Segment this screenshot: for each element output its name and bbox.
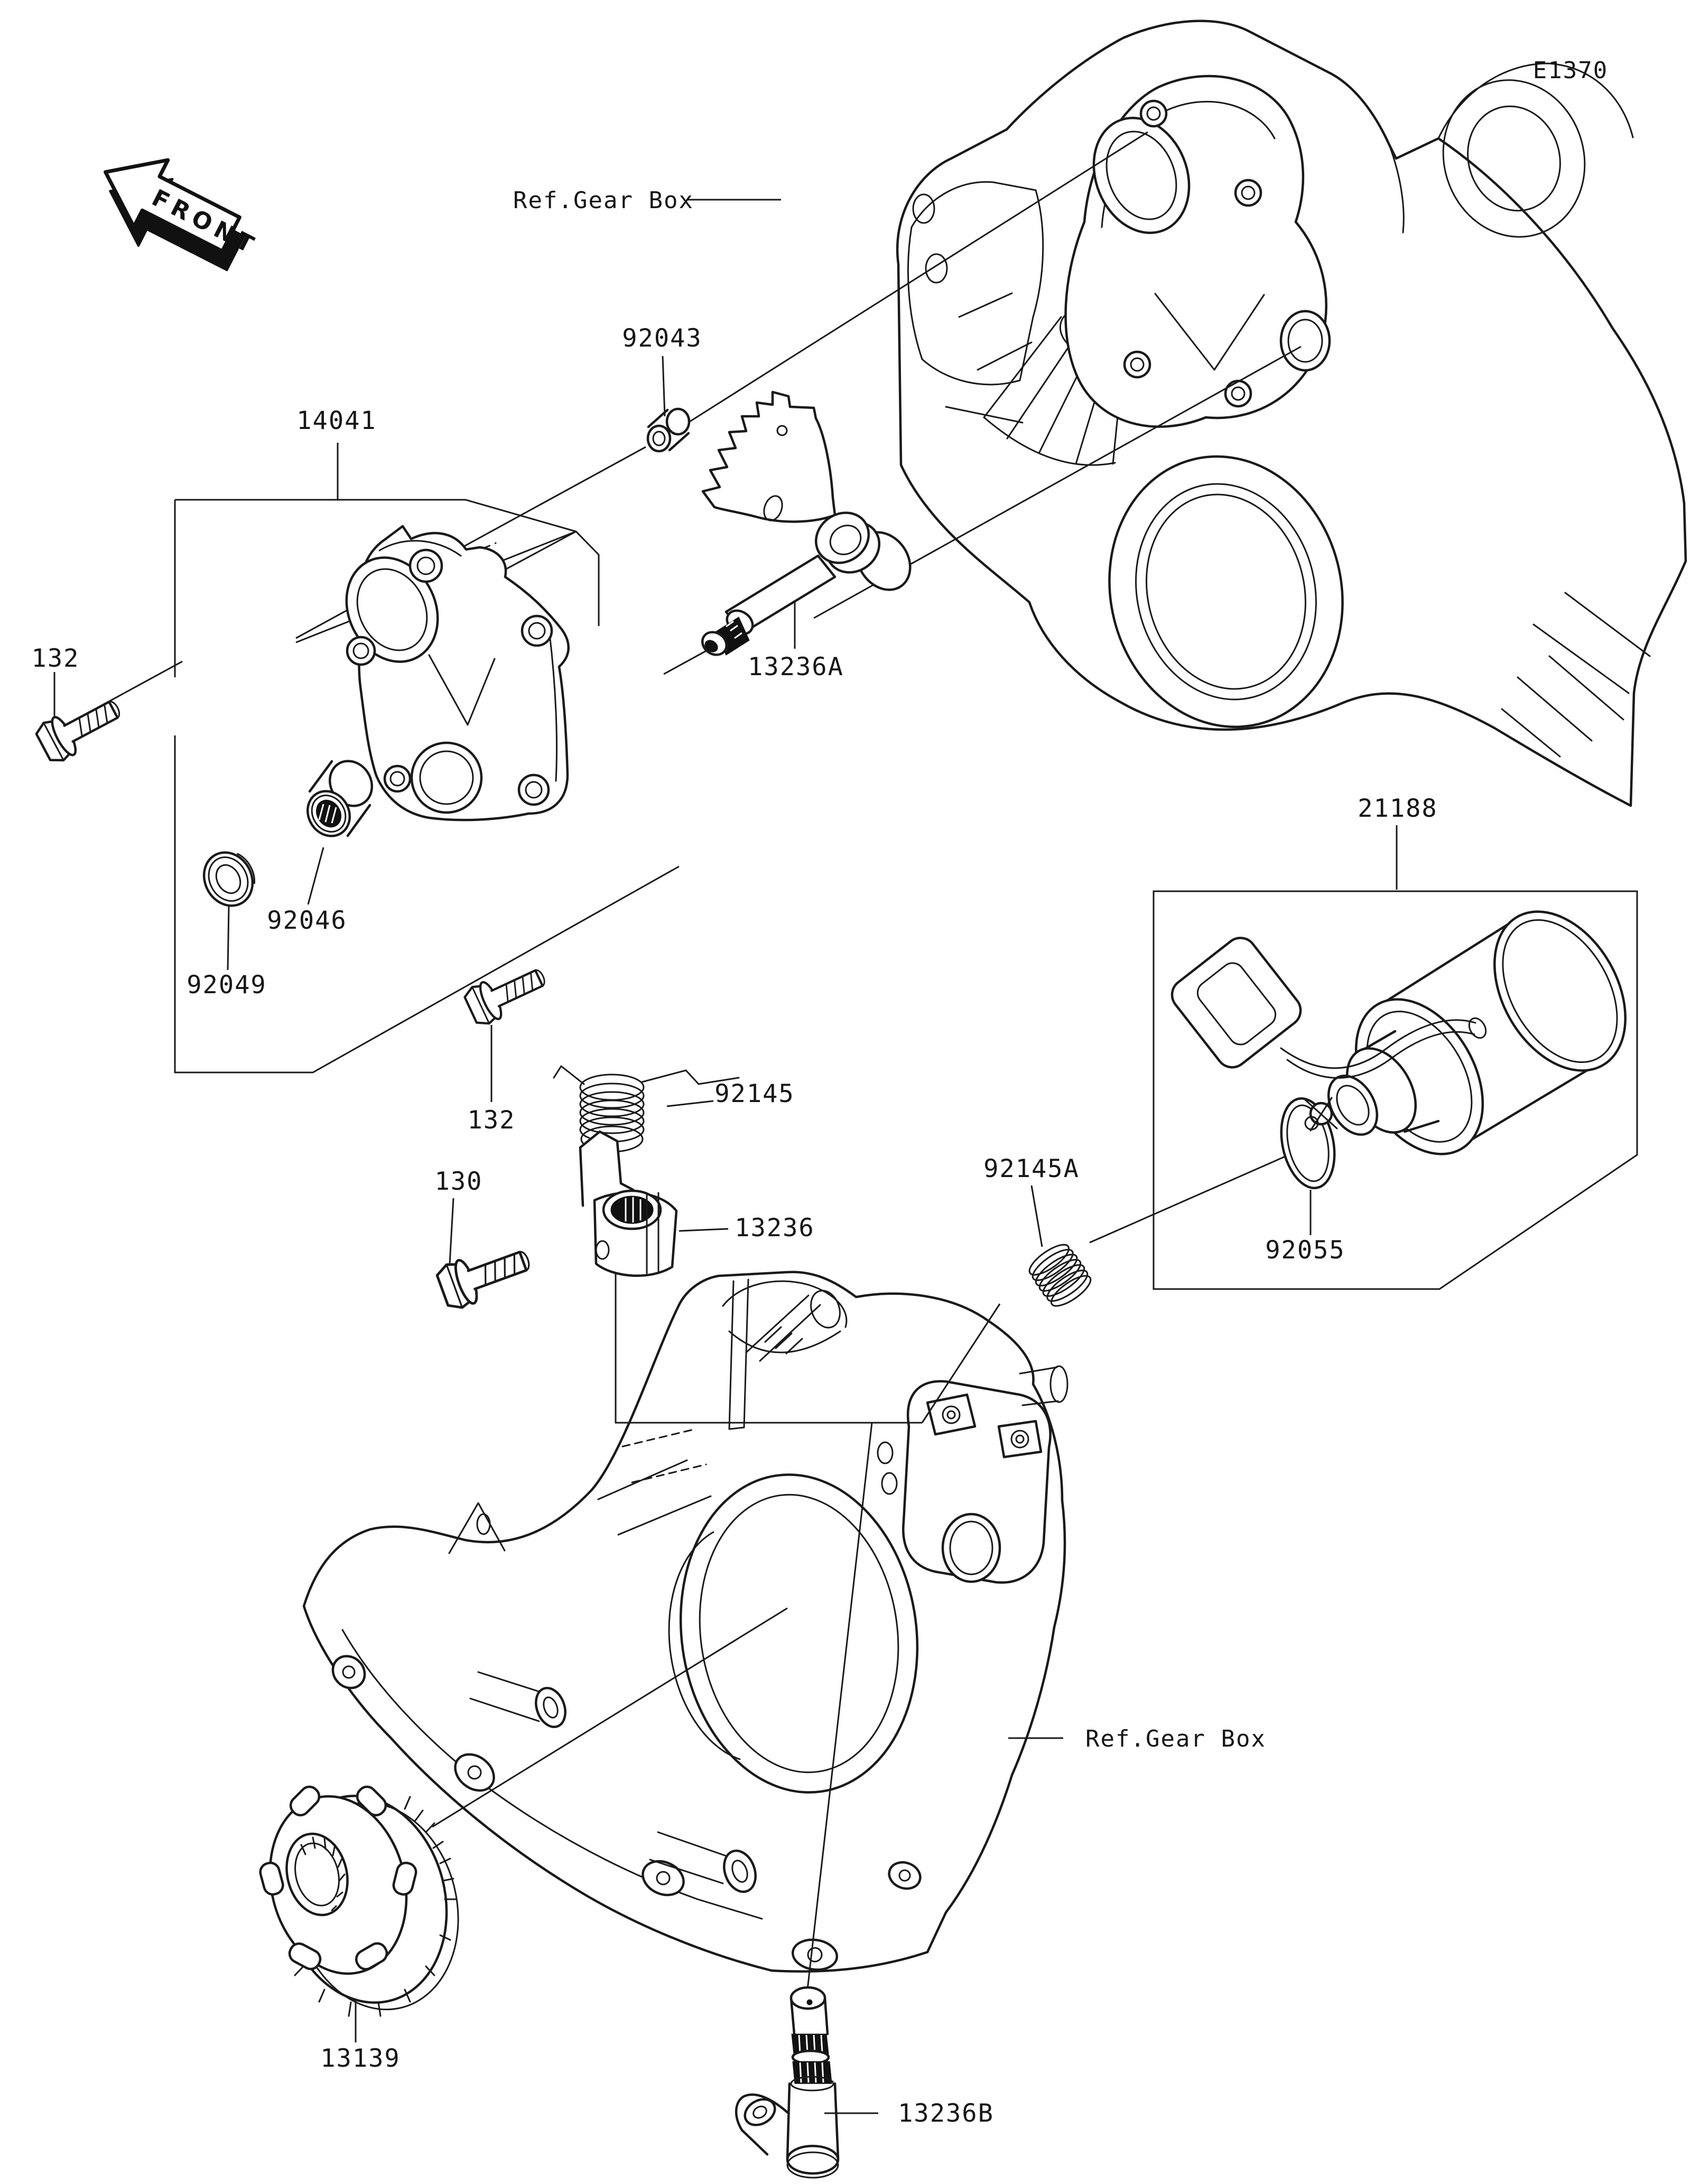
pawl-spring-92145A bbox=[1024, 1239, 1095, 1312]
part-label-132-mid: 132 bbox=[467, 1106, 516, 1135]
part-label-92046: 92046 bbox=[267, 906, 347, 935]
part-label-92055: 92055 bbox=[1265, 1236, 1345, 1265]
shift-shaft-13236B bbox=[736, 1987, 838, 2178]
part-label-13236B: 13236B bbox=[898, 2099, 994, 2128]
part-label-14041: 14041 bbox=[296, 406, 377, 435]
return-spring-92145 bbox=[554, 1066, 739, 1152]
actuator-motor bbox=[1166, 889, 1652, 1177]
front-direction-arrow bbox=[82, 137, 274, 294]
part-label-13236A: 13236A bbox=[748, 652, 844, 682]
shift-sector-shaft-13236A bbox=[698, 392, 921, 659]
part-label-13236: 13236 bbox=[735, 1214, 815, 1243]
part-label-92145A: 92145A bbox=[983, 1154, 1080, 1183]
part-label-92043: 92043 bbox=[622, 324, 702, 353]
part-label-13139: 13139 bbox=[320, 2044, 401, 2073]
bushing-92043 bbox=[648, 409, 689, 451]
part-label-92145: 92145 bbox=[714, 1079, 795, 1108]
ref-gear-box-top: Ref.Gear Box bbox=[513, 187, 694, 214]
front-label: FRONT bbox=[147, 184, 263, 261]
flange-bolt-132-left bbox=[33, 689, 127, 766]
part-label-130: 130 bbox=[434, 1167, 483, 1196]
ref-gear-box-bottom: Ref.Gear Box bbox=[1085, 1725, 1266, 1752]
shift-arm-13236 bbox=[580, 1132, 676, 1276]
page-code: E1370 bbox=[1532, 57, 1609, 84]
part-label-21188: 21188 bbox=[1358, 794, 1438, 823]
oil-seal-92049 bbox=[195, 843, 264, 914]
flange-bolt-132-mid bbox=[462, 958, 552, 1028]
part-label-92049: 92049 bbox=[187, 970, 267, 1000]
needle-bearing-92046 bbox=[299, 753, 380, 844]
actuator-group-21188 bbox=[1154, 889, 1652, 1289]
part-label-132-left: 132 bbox=[31, 644, 80, 673]
coupling-gear-13139 bbox=[252, 1778, 480, 2027]
gear-box-housing-top bbox=[897, 21, 1686, 806]
